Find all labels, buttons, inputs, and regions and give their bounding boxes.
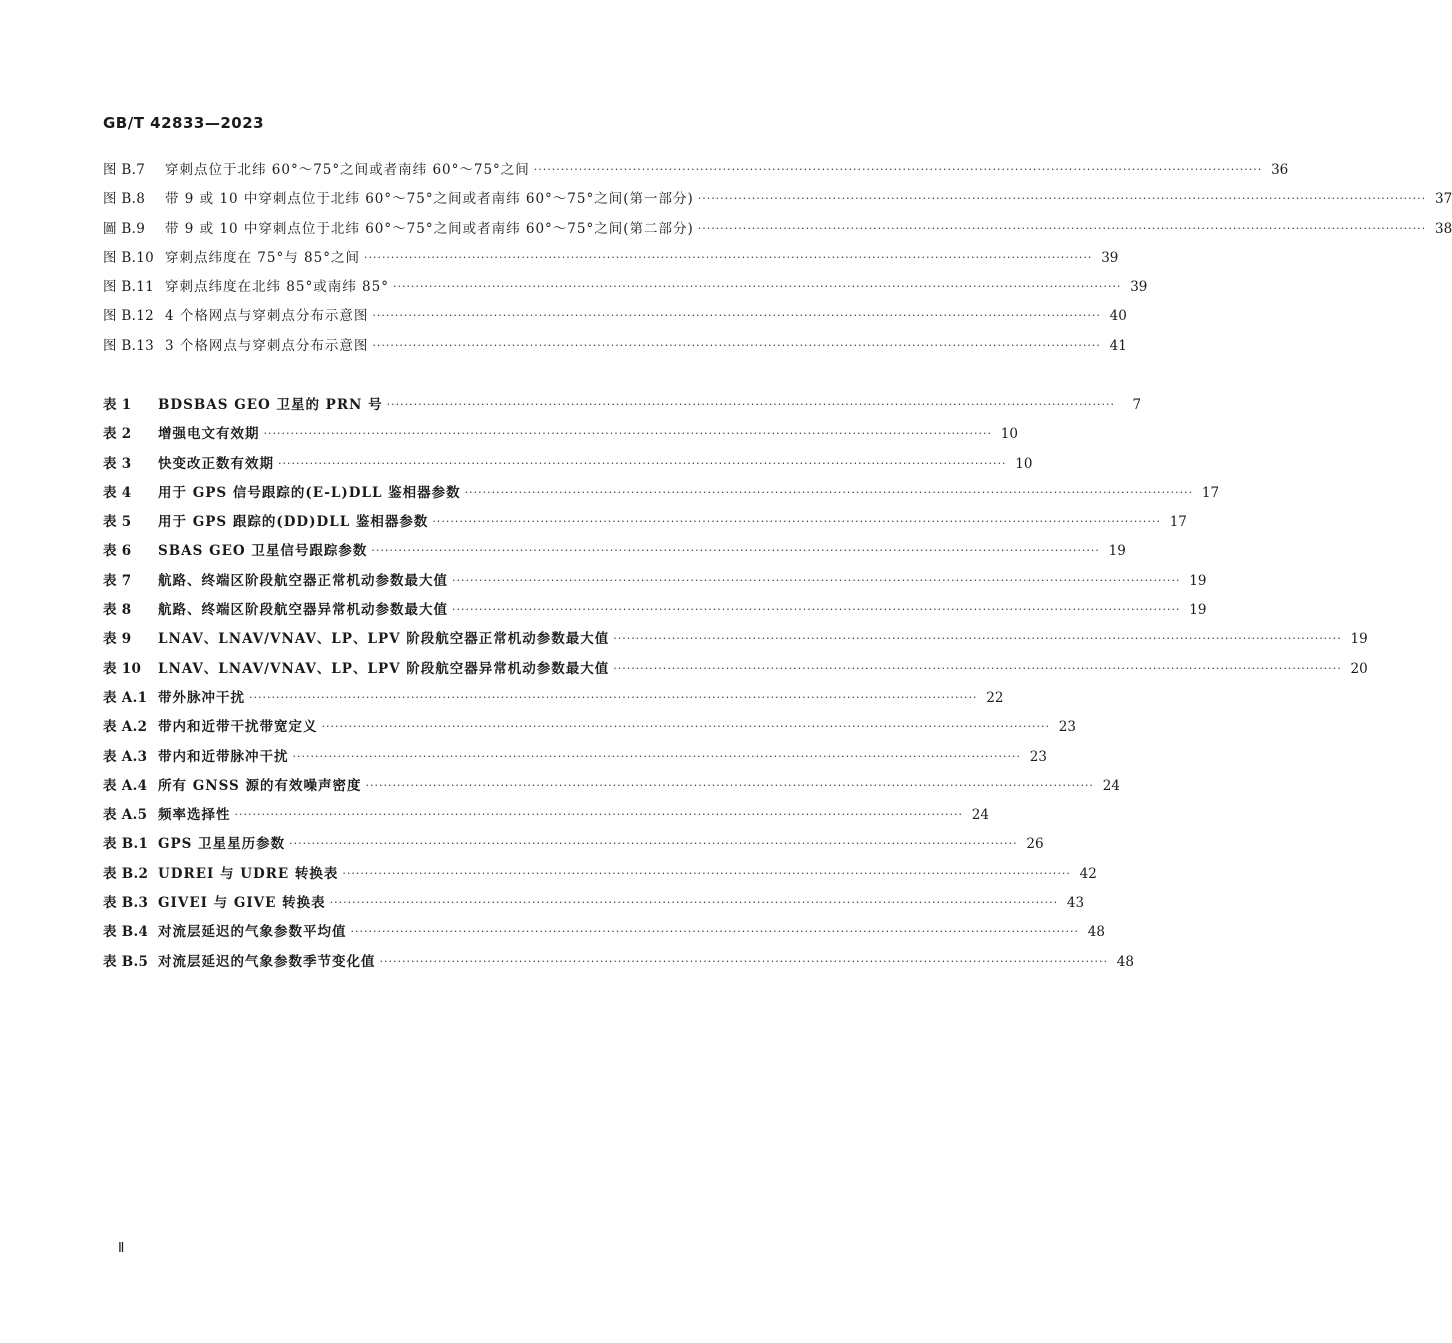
leader-dots [534, 163, 1262, 176]
figure-list [103, 158, 1452, 363]
entry-page-number: 39 [1130, 279, 1148, 296]
table-entry[interactable] [103, 950, 1134, 979]
entry-page-number: 38 [1435, 220, 1452, 237]
entry-page-number: 20 [1350, 660, 1368, 677]
entry-page-number: 36 [1271, 162, 1289, 178]
entry-page-number: 23 [1058, 719, 1076, 736]
entry-label: 表 B.1 [103, 836, 149, 853]
entry-label: 表 B.4 [103, 924, 149, 941]
entry-label: 表 A.2 [103, 719, 148, 736]
entry-title: 对流层延迟的气象参数平均值 [158, 924, 347, 941]
entry-label: 表 A.3 [103, 748, 148, 765]
entry-page-number: 48 [1116, 953, 1134, 970]
table-entry[interactable] [103, 539, 1126, 568]
leader-dots [322, 720, 1050, 733]
entry-label: 表 10 [103, 660, 142, 677]
entry-title: 穿刺点纬度在 75°与 85°之间 [165, 249, 360, 266]
leader-dots [613, 632, 1341, 645]
table-entry[interactable] [103, 774, 1120, 803]
entry-page-number: 10 [1000, 426, 1018, 443]
entry-title: UDREI 与 UDRE 转换表 [158, 865, 339, 882]
entry-page-number: 10 [1015, 455, 1033, 472]
entry-page-number: 19 [1108, 543, 1126, 560]
entry-page-number: 26 [1026, 836, 1044, 853]
entry-title: 用于 GPS 跟踪的(DD)DLL 鉴相器参数 [158, 514, 429, 531]
entry-label: 表 B.2 [103, 865, 149, 882]
entry-title: LNAV、LNAV/VNAV、LP、LPV 阶段航空器异常机动参数最大值 [158, 660, 610, 677]
leader-dots [613, 662, 1341, 675]
entry-label: 表 8 [103, 602, 132, 619]
table-entry[interactable] [103, 920, 1105, 949]
entry-label: 表 5 [103, 514, 132, 531]
leader-dots [278, 457, 1006, 470]
entry-label: 表 B.3 [103, 895, 149, 912]
table-entry[interactable] [103, 598, 1207, 627]
document-id-header: GB/T 42833—2023 [103, 114, 265, 132]
entry-title: 4 个格网点与穿刺点分布示意图 [165, 308, 369, 325]
figure-entry[interactable] [103, 304, 1127, 333]
entry-title: 带内和近带干扰带宽定义 [158, 719, 318, 736]
table-entry[interactable] [103, 715, 1076, 744]
entry-title: LNAV、LNAV/VNAV、LP、LPV 阶段航空器正常机动参数最大值 [158, 631, 610, 648]
leader-dots [372, 339, 1100, 352]
entry-label: 表 6 [103, 543, 132, 560]
figure-entry[interactable] [103, 246, 1119, 275]
entry-page-number: 37 [1435, 191, 1452, 208]
entry-label: 表 4 [103, 484, 132, 501]
entry-label: 表 7 [103, 572, 132, 589]
entry-title: 增强电文有效期 [158, 426, 260, 443]
table-entry[interactable] [103, 657, 1368, 686]
table-entry[interactable] [103, 891, 1085, 920]
entry-title: 用于 GPS 信号跟踪的(E-L)DLL 鉴相器参数 [158, 484, 461, 501]
entry-title: GIVEI 与 GIVE 转换表 [158, 895, 326, 912]
leader-dots [264, 427, 992, 440]
figure-entry[interactable] [103, 158, 1289, 187]
entry-page-number: 40 [1109, 308, 1127, 325]
table-entry[interactable] [103, 832, 1044, 861]
leader-dots [289, 837, 1017, 850]
leader-dots [365, 779, 1093, 792]
entry-page-number: 24 [1102, 777, 1120, 794]
table-entry[interactable] [103, 803, 989, 832]
entry-page-number: 17 [1201, 484, 1220, 501]
table-entry[interactable] [103, 569, 1207, 598]
leader-dots [371, 544, 1099, 557]
entry-page-number: 41 [1109, 337, 1127, 354]
entry-page-number: 24 [971, 807, 989, 824]
leader-dots [249, 691, 977, 704]
entry-page-number: 42 [1079, 865, 1097, 882]
entry-title: 频率选择性 [158, 807, 231, 824]
entry-page-number: 19 [1350, 631, 1368, 648]
figure-entry[interactable] [103, 334, 1127, 363]
table-entry[interactable] [103, 627, 1368, 656]
leader-dots [364, 251, 1092, 264]
entry-page-number: 23 [1029, 748, 1047, 765]
leader-dots [465, 486, 1193, 499]
entry-title: 3 个格网点与穿刺点分布示意图 [165, 337, 369, 354]
entry-title: 所有 GNSS 源的有效噪声密度 [158, 777, 362, 794]
entry-label: 图 B.7 [103, 162, 146, 178]
table-entry[interactable] [103, 422, 1018, 451]
leader-dots [452, 603, 1180, 616]
entry-page-number: 7 [1132, 397, 1142, 413]
table-entry[interactable] [103, 745, 1047, 774]
entry-title: 对流层延迟的气象参数季节变化值 [158, 953, 376, 970]
entry-title: 穿刺点位于北纬 60°～75°之间或者南纬 60°～75°之间 [165, 162, 530, 178]
entry-page-number: 19 [1189, 602, 1207, 619]
table-entry[interactable] [103, 452, 1033, 481]
table-entry[interactable] [103, 393, 1142, 422]
entry-page-number: 17 [1169, 514, 1187, 531]
page-number: Ⅱ [118, 1241, 125, 1256]
entry-title: 带内和近带脉冲干扰 [158, 748, 289, 765]
entry-label: 表 2 [103, 426, 132, 443]
entry-label: 图 B.10 [103, 249, 154, 266]
entry-title: 航路、终端区阶段航空器正常机动参数最大值 [158, 572, 448, 589]
leader-dots [387, 398, 1115, 411]
leader-dots [330, 896, 1058, 909]
leader-dots [432, 515, 1160, 528]
entry-page-number: 22 [986, 689, 1004, 706]
entry-label: 表 A.5 [103, 807, 148, 824]
entry-title: 带 9 或 10 中穿刺点位于北纬 60°～75°之间或者南纬 60°～75°之间(第一部分) [165, 191, 694, 208]
entry-title: GPS 卫星星历参数 [158, 836, 286, 853]
leader-dots [342, 867, 1070, 880]
entry-title: 航路、终端区阶段航空器异常机动参数最大值 [158, 602, 448, 619]
leader-dots [698, 222, 1426, 235]
entry-page-number: 48 [1087, 924, 1105, 941]
table-entry[interactable] [103, 686, 1004, 715]
leader-dots [351, 925, 1079, 938]
entry-title: 带外脉冲干扰 [158, 689, 245, 706]
entry-title: 带 9 或 10 中穿刺点位于北纬 60°～75°之间或者南纬 60°～75°之间(第二部分) [165, 220, 694, 237]
entry-label: 表 A.4 [103, 777, 148, 794]
entry-title: BDSBAS GEO 卫星的 PRN 号 [158, 397, 383, 413]
table-entry[interactable] [103, 862, 1097, 891]
figure-entry[interactable] [103, 187, 1452, 216]
entry-page-number: 39 [1101, 249, 1119, 266]
leader-dots [698, 192, 1426, 205]
leader-dots [293, 750, 1021, 763]
figure-entry[interactable] [103, 217, 1452, 246]
figure-entry[interactable] [103, 275, 1148, 304]
entry-title: 快变改正数有效期 [158, 455, 274, 472]
entry-page-number: 43 [1066, 895, 1085, 912]
table-list [103, 393, 1368, 979]
entry-label: 图 B.13 [103, 337, 154, 354]
entry-title: SBAS GEO 卫星信号跟踪参数 [158, 543, 368, 560]
leader-dots [235, 808, 963, 821]
entry-page-number: 19 [1189, 572, 1207, 589]
entry-label: 表 B.5 [103, 953, 149, 970]
entry-label: 图 B.8 [103, 191, 146, 208]
leader-dots [380, 955, 1108, 968]
entry-label: 表 1 [103, 397, 132, 413]
entry-label: 圖 B.9 [103, 220, 146, 237]
entry-label: 表 9 [103, 631, 132, 648]
leader-dots [372, 309, 1100, 322]
entry-label: 表 3 [103, 455, 132, 472]
leader-dots [393, 280, 1121, 293]
entry-title: 穿刺点纬度在北纬 85°或南纬 85° [165, 279, 389, 296]
entry-label: 图 B.11 [103, 279, 154, 296]
table-entry[interactable] [103, 510, 1187, 539]
table-entry[interactable] [103, 481, 1220, 510]
leader-dots [452, 574, 1180, 587]
entry-label: 图 B.12 [103, 308, 154, 325]
entry-label: 表 A.1 [103, 689, 148, 706]
